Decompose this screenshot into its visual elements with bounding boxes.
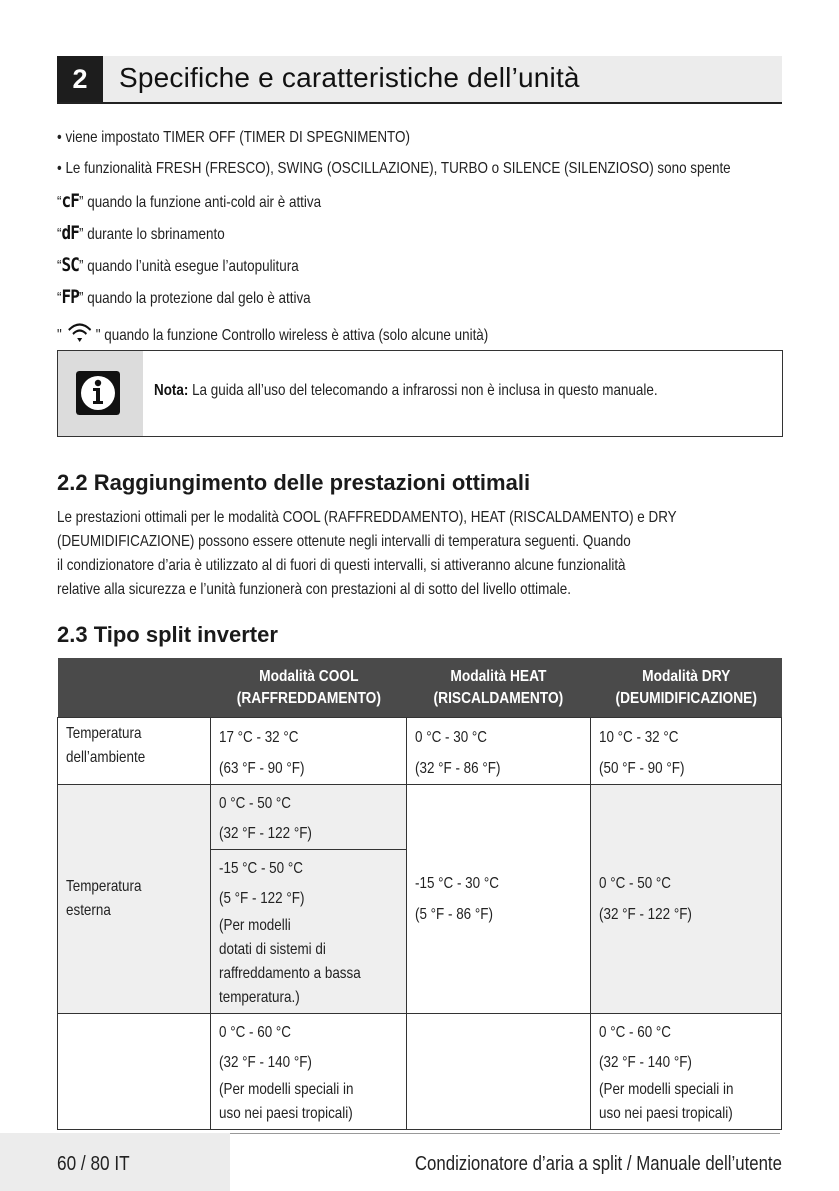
header-cool: Modalità COOL (RAFFREDDAMENTO) bbox=[211, 658, 407, 718]
section-23-title: 2.3 Tipo split inverter bbox=[57, 622, 278, 647]
df-text: ” durante lo sbrinamento bbox=[79, 226, 225, 243]
section-22-title: 2.2 Raggiungimento delle prestazioni ottimali bbox=[57, 470, 531, 495]
wifi-icon bbox=[67, 321, 92, 343]
row-label-tropical bbox=[58, 1014, 211, 1130]
line-df: “dF” durante lo sbrinamento bbox=[57, 222, 225, 244]
footer-divider bbox=[230, 1133, 780, 1134]
note-body: La guida all’uso del telecomando a infrarossi non è inclusa in questo manuale. bbox=[188, 382, 658, 399]
paragraph-line: il condizionatore d’aria è utilizzato al di fuori di questi intervalli, si attiveranno alcune funzionalità bbox=[57, 557, 626, 574]
paragraph-line: relative alla sicurezza e l’unità funzionerà con prestazioni al di sotto del livello ottimale. bbox=[57, 581, 571, 598]
line-sc: “SC” quando l’unità esegue l’autopulitura bbox=[57, 254, 299, 276]
note-label: Nota: bbox=[154, 382, 189, 399]
line-wifi: " " quando la funzione Controllo wireless è attiva (solo alcune unità) bbox=[57, 321, 488, 345]
sc-display-code: SC bbox=[61, 254, 80, 276]
sc-text: ” quando l’unità esegue l’autopulitura bbox=[79, 258, 299, 275]
paragraph-line: Le prestazioni ottimali per le modalità COOL (RAFFREDDAMENTO), HEAT (RISCALDAMENTO) e DRY bbox=[57, 509, 677, 526]
section-number: 2 bbox=[57, 56, 103, 102]
cell-outdoor-cool-low: -15 °C - 50 °C (5 °F - 122 °F) (Per modelli dotati di sistemi di raffreddamento a bassa temperatura.) bbox=[211, 850, 407, 1014]
bullet-timer-off: • viene impostato TIMER OFF (TIMER DI SPEGNIMENTO) bbox=[57, 129, 410, 146]
header-dry: Modalità DRY (DEUMIDIFICAZIONE) bbox=[591, 658, 782, 718]
cell-tropical-cool: 0 °C - 60 °C (32 °F - 140 °F) (Per modelli speciali in uso nei paesi tropicali) bbox=[211, 1014, 407, 1130]
note-text bbox=[154, 382, 658, 400]
cf-text: ” quando la funzione anti-cold air è attiva bbox=[79, 194, 322, 211]
cf-display-code: cF bbox=[61, 190, 80, 212]
bullet-functions-off: • Le funzionalità FRESH (FRESCO), SWING (OSCILLAZIONE), TURBO o SILENCE (SILENZIOSO) sono spente bbox=[57, 160, 731, 177]
row-label-outdoor: Temperatura esterna bbox=[58, 785, 211, 1014]
table-row-room bbox=[58, 718, 782, 785]
cell-room-cool: 17 °C - 32 °C (63 °F - 90 °F) bbox=[211, 718, 407, 785]
cell-room-dry: 10 °C - 32 °C (50 °F - 90 °F) bbox=[591, 718, 782, 785]
fp-display-code: FP bbox=[61, 286, 80, 308]
fp-text: ” quando la protezione dal gelo è attiva bbox=[79, 290, 311, 307]
wifi-text: " quando la funzione Controllo wireless è attiva (solo alcune unità) bbox=[95, 327, 489, 344]
section-header bbox=[57, 56, 782, 104]
cell-outdoor-cool-standard: 0 °C - 50 °C (32 °F - 122 °F) bbox=[211, 785, 407, 850]
header-empty bbox=[58, 658, 211, 718]
note-box bbox=[57, 350, 783, 437]
info-icon bbox=[76, 371, 120, 415]
row-label-room: Temperatura dell’ambiente bbox=[58, 718, 211, 785]
note-sidebar bbox=[58, 351, 143, 436]
line-cf: “cF” quando la funzione anti-cold air è attiva bbox=[57, 190, 322, 212]
page-number: 60 / 80 IT bbox=[57, 1153, 130, 1175]
cell-outdoor-heat: -15 °C - 30 °C (5 °F - 86 °F) bbox=[407, 785, 591, 1014]
paragraph-line: (DEUMIDIFICAZIONE) possono essere ottenute negli intervalli di temperatura seguenti. Quando bbox=[57, 533, 631, 550]
line-fp: “FP” quando la protezione dal gelo è attiva bbox=[57, 286, 311, 308]
section-22-paragraph bbox=[57, 506, 779, 602]
table-row-outdoor bbox=[58, 785, 782, 850]
temperature-table bbox=[57, 658, 782, 1130]
cell-tropical-dry: 0 °C - 60 °C (32 °F - 140 °F) (Per modelli speciali in uso nei paesi tropicali) bbox=[591, 1014, 782, 1130]
footer-title: Condizionatore d’aria a split / Manuale dell’utente bbox=[414, 1153, 782, 1175]
header-heat: Modalità HEAT (RISCALDAMENTO) bbox=[407, 658, 591, 718]
cell-room-heat: 0 °C - 30 °C (32 °F - 86 °F) bbox=[407, 718, 591, 785]
section-title: Specifiche e caratteristiche dell’unità bbox=[119, 62, 580, 93]
df-display-code: dF bbox=[61, 222, 80, 244]
cell-tropical-heat bbox=[407, 1014, 591, 1130]
cell-outdoor-dry: 0 °C - 50 °C (32 °F - 122 °F) bbox=[591, 785, 782, 1014]
table-header-row bbox=[58, 658, 782, 718]
table-row-tropical bbox=[58, 1014, 782, 1130]
